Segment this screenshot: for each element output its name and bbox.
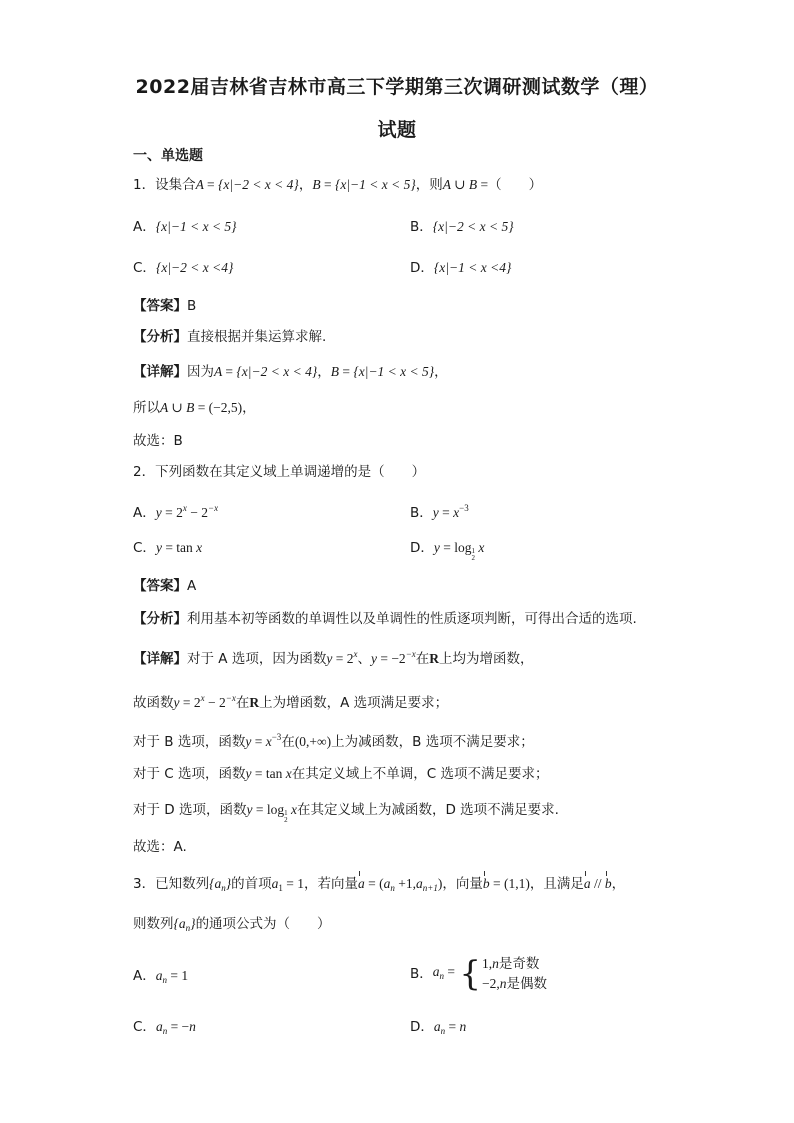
- question-2-stem: 2．下列函数在其定义域上单调递增的是（ ）: [133, 464, 426, 480]
- section-heading-single-choice: 一、单选题: [133, 148, 203, 164]
- question-1-detail: 【详解】因为A = {x|−2 < x < 4}，B = {x|−1 < x < 5}，: [133, 364, 448, 380]
- question-3-option-d: D．$a_n = n$: [410, 1019, 467, 1036]
- question-3-option-b: B．$a_n = \{1,n$是奇数 −2,n是偶数: [410, 954, 547, 994]
- question-2-option-a: A．$y = 2^x - 2^{-x}$: [133, 503, 219, 521]
- document-title-line1: 2022届吉林省吉林市高三下学期第三次调研测试数学（理）: [135, 76, 659, 98]
- question-1-detail-line2: 所以A ∪ B = (−2,5)，: [133, 400, 256, 416]
- question-2-conclusion: 故选：A.: [133, 839, 187, 855]
- question-1-stem: 1．设集合A = {x|−2 < x < 4}，B = {x|−1 < x < 5}，则A ∪ B =（ ）: [133, 177, 543, 193]
- question-2-answer: 【答案】A: [133, 578, 197, 594]
- question-2-option-c: C．y = tan x: [133, 540, 203, 556]
- question-1-option-c: C．{x|−2 < x <4}: [133, 260, 234, 276]
- question-1-option-b: B．{x|−2 < x < 5}: [410, 219, 514, 235]
- document-title-line2: 试题: [377, 119, 417, 141]
- question-2-detail-5: 对于 D 选项，函数y = log1 2 x在其定义域上为减函数，D 选项不满足要求.: [133, 802, 559, 824]
- question-2-detail-4: 对于 C 选项，函数y = tan x在其定义域上不单调，C 选项不满足要求；: [133, 766, 549, 782]
- question-3-option-a: A．$a_n = 1$: [133, 968, 189, 985]
- question-2-analysis: 【分析】利用基本初等函数的单调性以及单调性的性质逐项判断，可得出合适的选项.: [133, 611, 637, 627]
- question-1-option-a: A．{x|−1 < x < 5}: [133, 219, 237, 235]
- question-2-detail-3: 对于 B 选项，函数$y = x^{-3}$在(0,+∞)上为减函数，B 选项不满足要求；: [133, 732, 534, 750]
- question-3-stem-line2: 则数列$\{a_n\}$的通项公式为（ ）: [133, 916, 331, 933]
- question-2-option-d: D．y = log1 2 x: [410, 540, 485, 562]
- question-1-answer: 【答案】B: [133, 298, 197, 314]
- question-2-detail-1: 【详解】对于 A 选项，因为函数$y = 2^x$、$y = -2^{-x}$在R上均为增函数，: [133, 649, 534, 667]
- question-1-option-d: D．{x|−1 < x <4}: [410, 260, 512, 276]
- question-3-stem: 3．已知数列$\{a_n\}$的首项$a_1 = 1$，若向量$a = (a_n +1,a_{n+1})$，向量b = (1,1)，且满足a // b，: [133, 876, 626, 893]
- question-3-option-c: C．$a_n = -n$: [133, 1019, 196, 1036]
- question-2-detail-2: 故函数$y = 2^x - 2^{-x}$在R上为增函数，A 选项满足要求；: [133, 693, 449, 711]
- question-1-conclusion: 故选：B: [133, 433, 183, 449]
- question-2-option-b: B．$y = x^{-3}$: [410, 503, 469, 521]
- question-1-analysis: 【分析】直接根据并集运算求解.: [133, 329, 327, 345]
